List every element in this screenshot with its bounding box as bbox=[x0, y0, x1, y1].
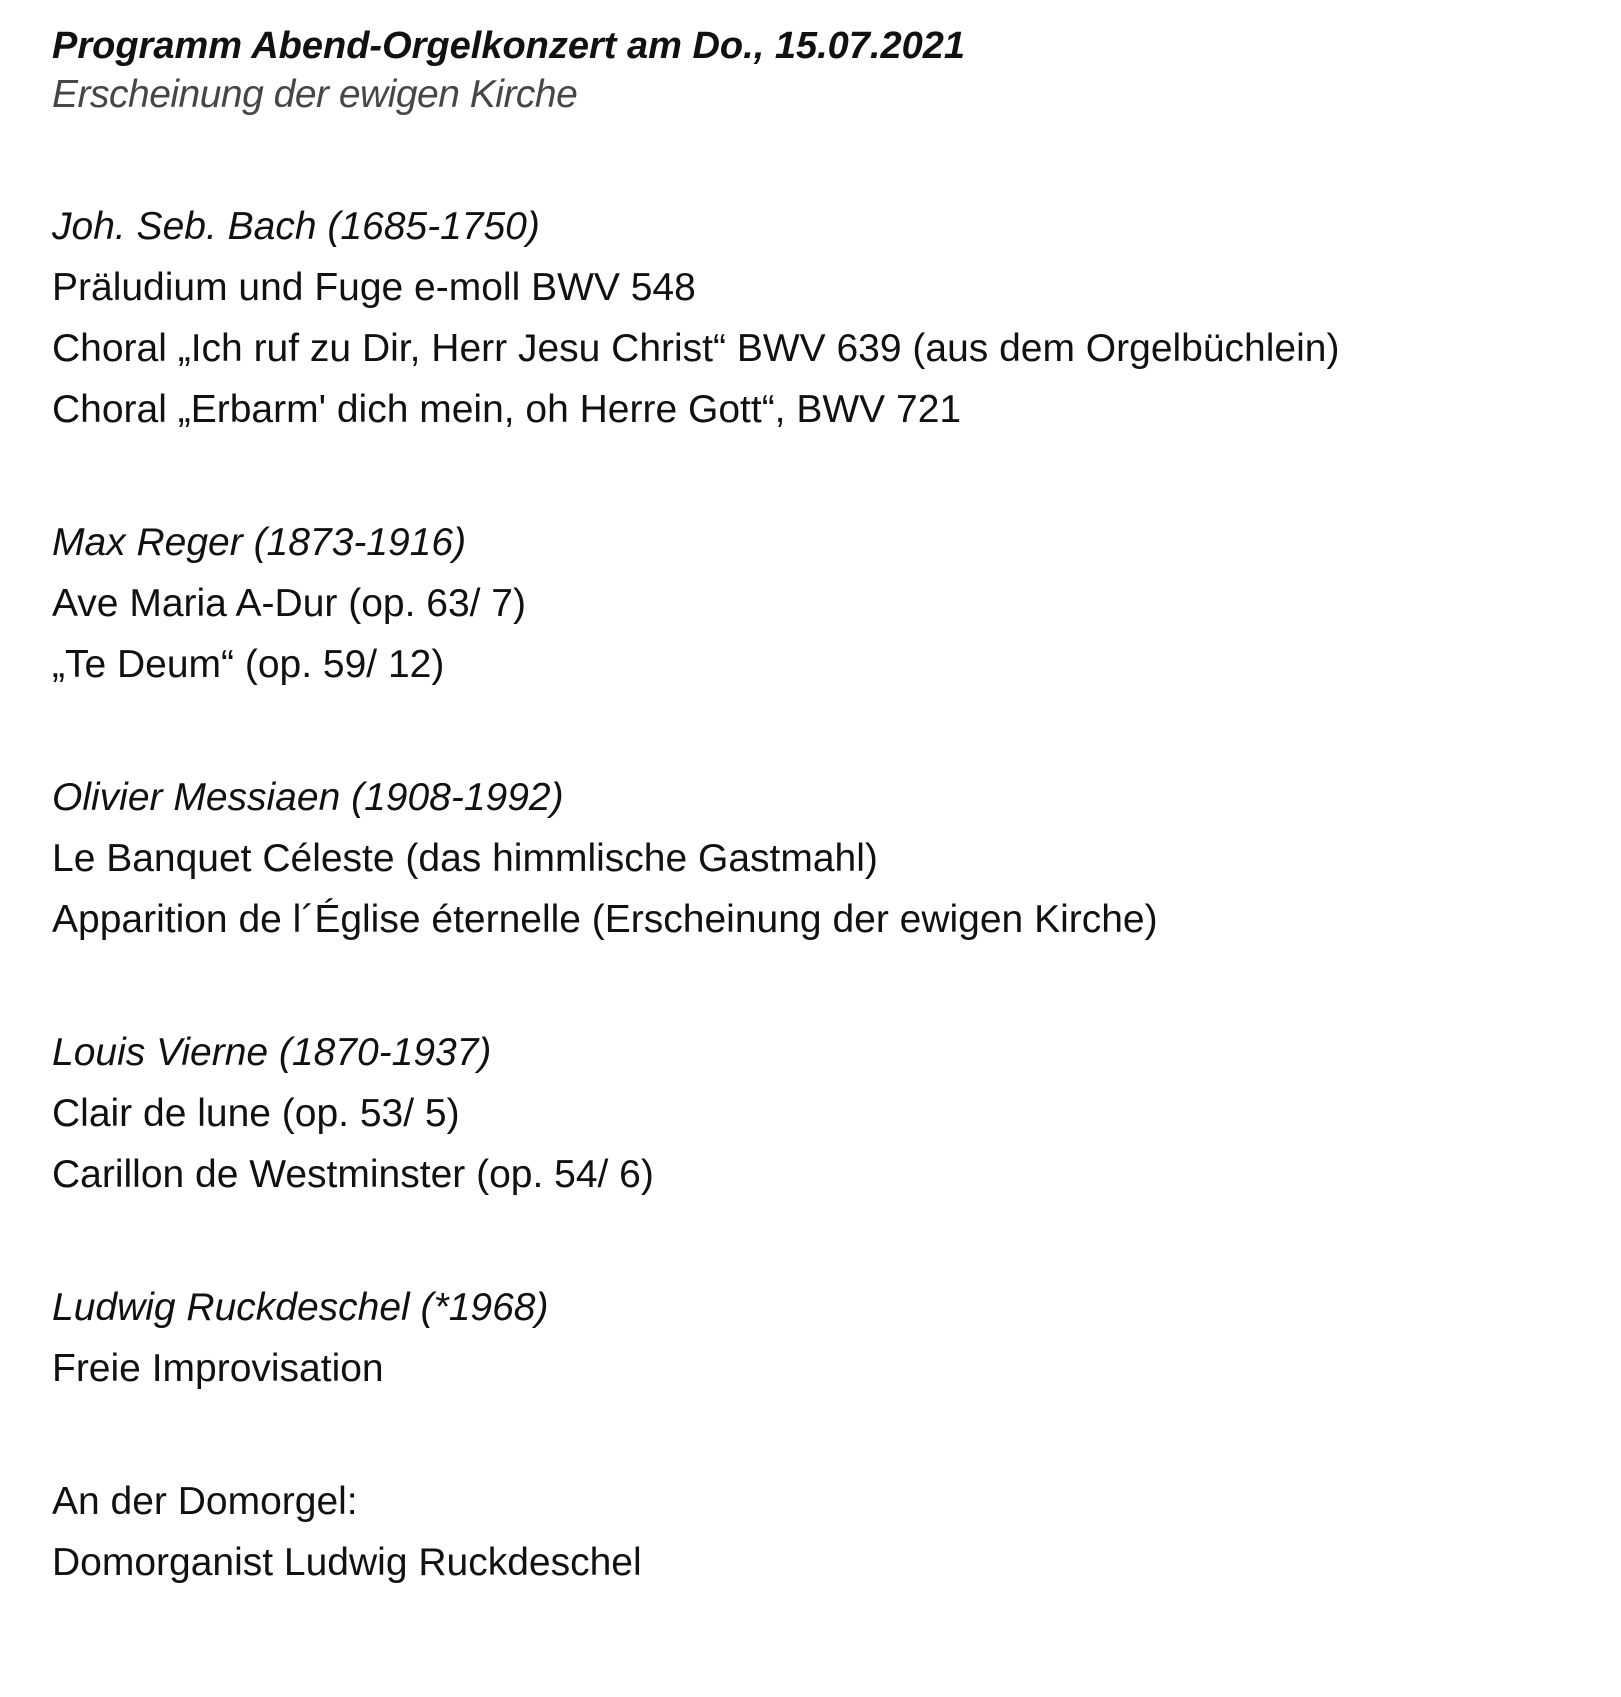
performer-name: Domorganist Ludwig Ruckdeschel bbox=[52, 1541, 642, 1584]
work-title: Choral „Erbarm' dich mein, oh Herre Gott“, BWV 721 bbox=[52, 388, 962, 431]
work-title: Carillon de Westminster (op. 54/ 6) bbox=[52, 1153, 654, 1196]
work-title: Clair de lune (op. 53/ 5) bbox=[52, 1092, 460, 1135]
work-title: Präludium und Fuge e-moll BWV 548 bbox=[52, 266, 696, 309]
work-title: Le Banquet Céleste (das himmlische Gastmahl) bbox=[52, 837, 878, 880]
performer-location: An der Domorgel: bbox=[52, 1480, 358, 1523]
composer-name: Olivier Messiaen (1908-1992) bbox=[52, 776, 564, 819]
page-subtitle: Erscheinung der ewigen Kirche bbox=[52, 73, 578, 116]
program-section-ruckdeschel bbox=[52, 1277, 1592, 1399]
work-title: Freie Improvisation bbox=[52, 1347, 384, 1390]
program-document bbox=[52, 22, 1592, 1593]
performer-credit bbox=[52, 1471, 1592, 1593]
page-title: Programm Abend-Orgelkonzert am Do., 15.07.2021 bbox=[52, 25, 966, 67]
composer-name: Ludwig Ruckdeschel (*1968) bbox=[52, 1286, 549, 1329]
work-title: „Te Deum“ (op. 59/ 12) bbox=[52, 643, 445, 686]
work-title: Choral „Ich ruf zu Dir, Herr Jesu Christ“ BWV 639 (aus dem Orgelbüchlein) bbox=[52, 327, 1340, 370]
program-section-messiaen bbox=[52, 767, 1592, 950]
composer-name: Louis Vierne (1870-1937) bbox=[52, 1031, 492, 1074]
work-title: Apparition de l´Église éternelle (Erscheinung der ewigen Kirche) bbox=[52, 898, 1158, 941]
composer-name: Max Reger (1873-1916) bbox=[52, 521, 467, 564]
composer-name: Joh. Seb. Bach (1685-1750) bbox=[52, 205, 540, 248]
program-section-bach bbox=[52, 196, 1592, 440]
program-section-vierne bbox=[52, 1022, 1592, 1205]
work-title: Ave Maria A-Dur (op. 63/ 7) bbox=[52, 582, 526, 625]
program-section-reger bbox=[52, 512, 1592, 695]
